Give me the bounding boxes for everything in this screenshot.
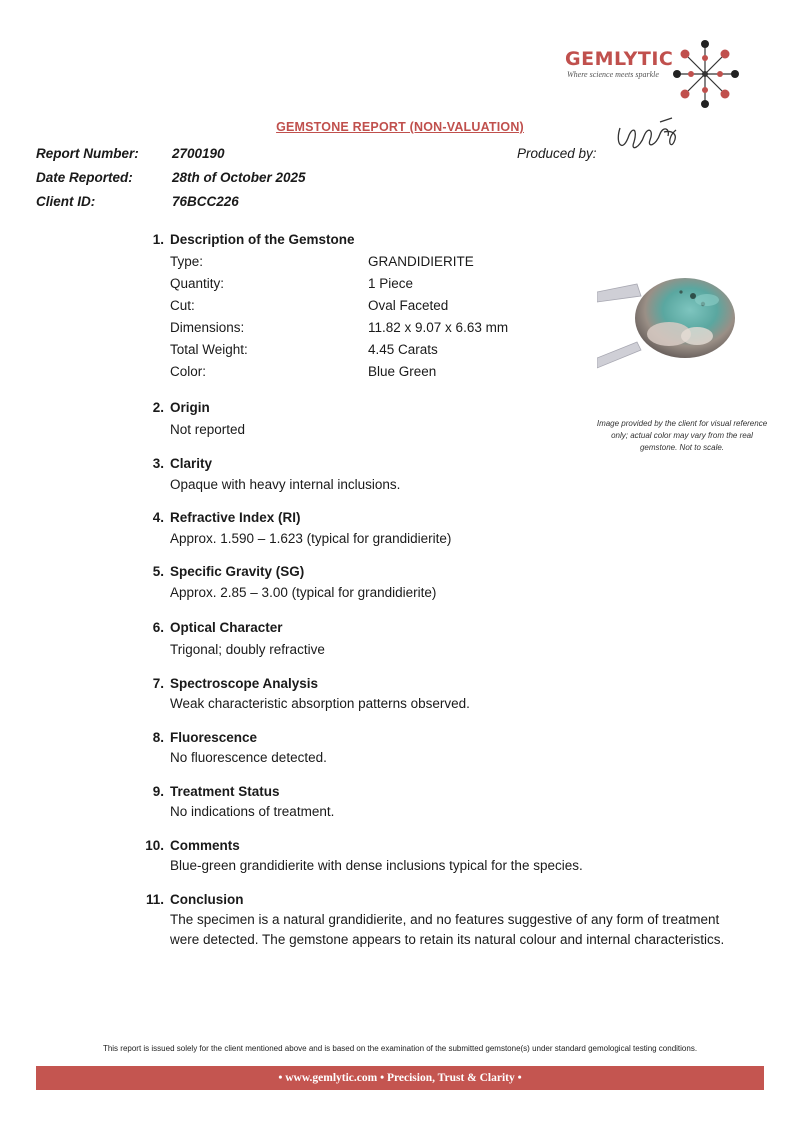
report-title: GEMSTONE REPORT (NON-VALUATION) [276,120,524,134]
signature-icon [610,108,690,163]
section-text: Opaque with heavy internal inclusions. [170,477,401,492]
section-number: 9. [152,784,164,799]
section-text: Trigonal; doubly refractive [170,642,325,657]
desc-label: Quantity: [170,276,225,291]
desc-label: Total Weight: [170,342,248,357]
section-text: Weak characteristic absorption patterns observed. [170,696,470,711]
client-value: 76BCC226 [172,194,239,209]
section-number: 5. [152,564,164,579]
section-text: Approx. 2.85 – 3.00 (typical for grandidierite) [170,585,437,600]
footer-disclaimer: This report is issued solely for the client mentioned above and is based on the examination of the submitted gemstone(s) under standard gemological testing conditions. [102,1044,698,1053]
desc-value: 4.45 Carats [368,342,438,357]
client-label: Client ID: [36,194,96,209]
section-number: 7. [152,676,164,691]
section-title: Refractive Index (RI) [170,510,301,525]
section-text: No indications of treatment. [170,804,335,819]
desc-value: Oval Faceted [368,298,449,313]
section-title: Conclusion [170,892,244,907]
section-number: 1. [152,232,164,247]
image-caption: Image provided by the client for visual reference only; actual color may vary from the real gemstone. Not to scale. [596,419,768,452]
section-number: 8. [152,730,164,745]
date-value: 28th of October 2025 [172,170,306,185]
desc-value: GRANDIDIERITE [368,254,474,269]
section-title: Description of the Gemstone [170,232,355,247]
section-title: Treatment Status [170,784,280,799]
produced-by-label: Produced by: [517,146,597,161]
desc-label: Cut: [170,298,195,313]
brand-logo [565,36,755,116]
section-number: 11. [145,892,164,907]
section-text: Approx. 1.590 – 1.623 (typical for grandidierite) [170,531,452,546]
section-title: Origin [170,400,210,415]
section-number: 10. [145,838,164,853]
date-label: Date Reported: [36,170,133,185]
desc-value: Blue Green [368,364,437,379]
section-number: 4. [152,510,164,525]
desc-value: 11.82 x 9.07 x 6.63 mm [368,320,509,335]
gemstone-photo [597,266,772,376]
section-number: 2. [152,400,164,415]
brand-tagline: Where science meets sparkle [567,70,659,79]
report-number-value: 2700190 [172,146,225,161]
desc-label: Dimensions: [170,320,245,335]
section-title: Clarity [170,456,213,471]
section-text: No fluorescence detected. [170,750,327,765]
report-number-label: Report Number: [36,146,139,161]
section-title: Comments [170,838,240,853]
desc-label: Type: [170,254,204,269]
section-number: 3. [152,456,164,471]
section-text: Not reported [170,422,246,437]
brand-name: GEMLYTIC [565,48,674,70]
section-text: The specimen is a natural grandidierite, and no features suggestive of any form of treatment were detected. The gemstone appears to retain its natural colour and internal characteristics. [170,912,725,947]
footer-bar: • www.gemlytic.com • Precision, Trust & Clarity • [36,1066,764,1090]
desc-label: Color: [170,364,207,379]
section-title: Spectroscope Analysis [170,676,319,691]
section-number: 6. [152,620,164,635]
desc-value: 1 Piece [368,276,414,291]
section-title: Optical Character [170,620,283,635]
molecule-logo-icon [665,36,745,112]
section-title: Specific Gravity (SG) [170,564,305,579]
section-text: Blue-green grandidierite with dense inclusions typical for the species. [170,858,583,873]
section-title: Fluorescence [170,730,258,745]
